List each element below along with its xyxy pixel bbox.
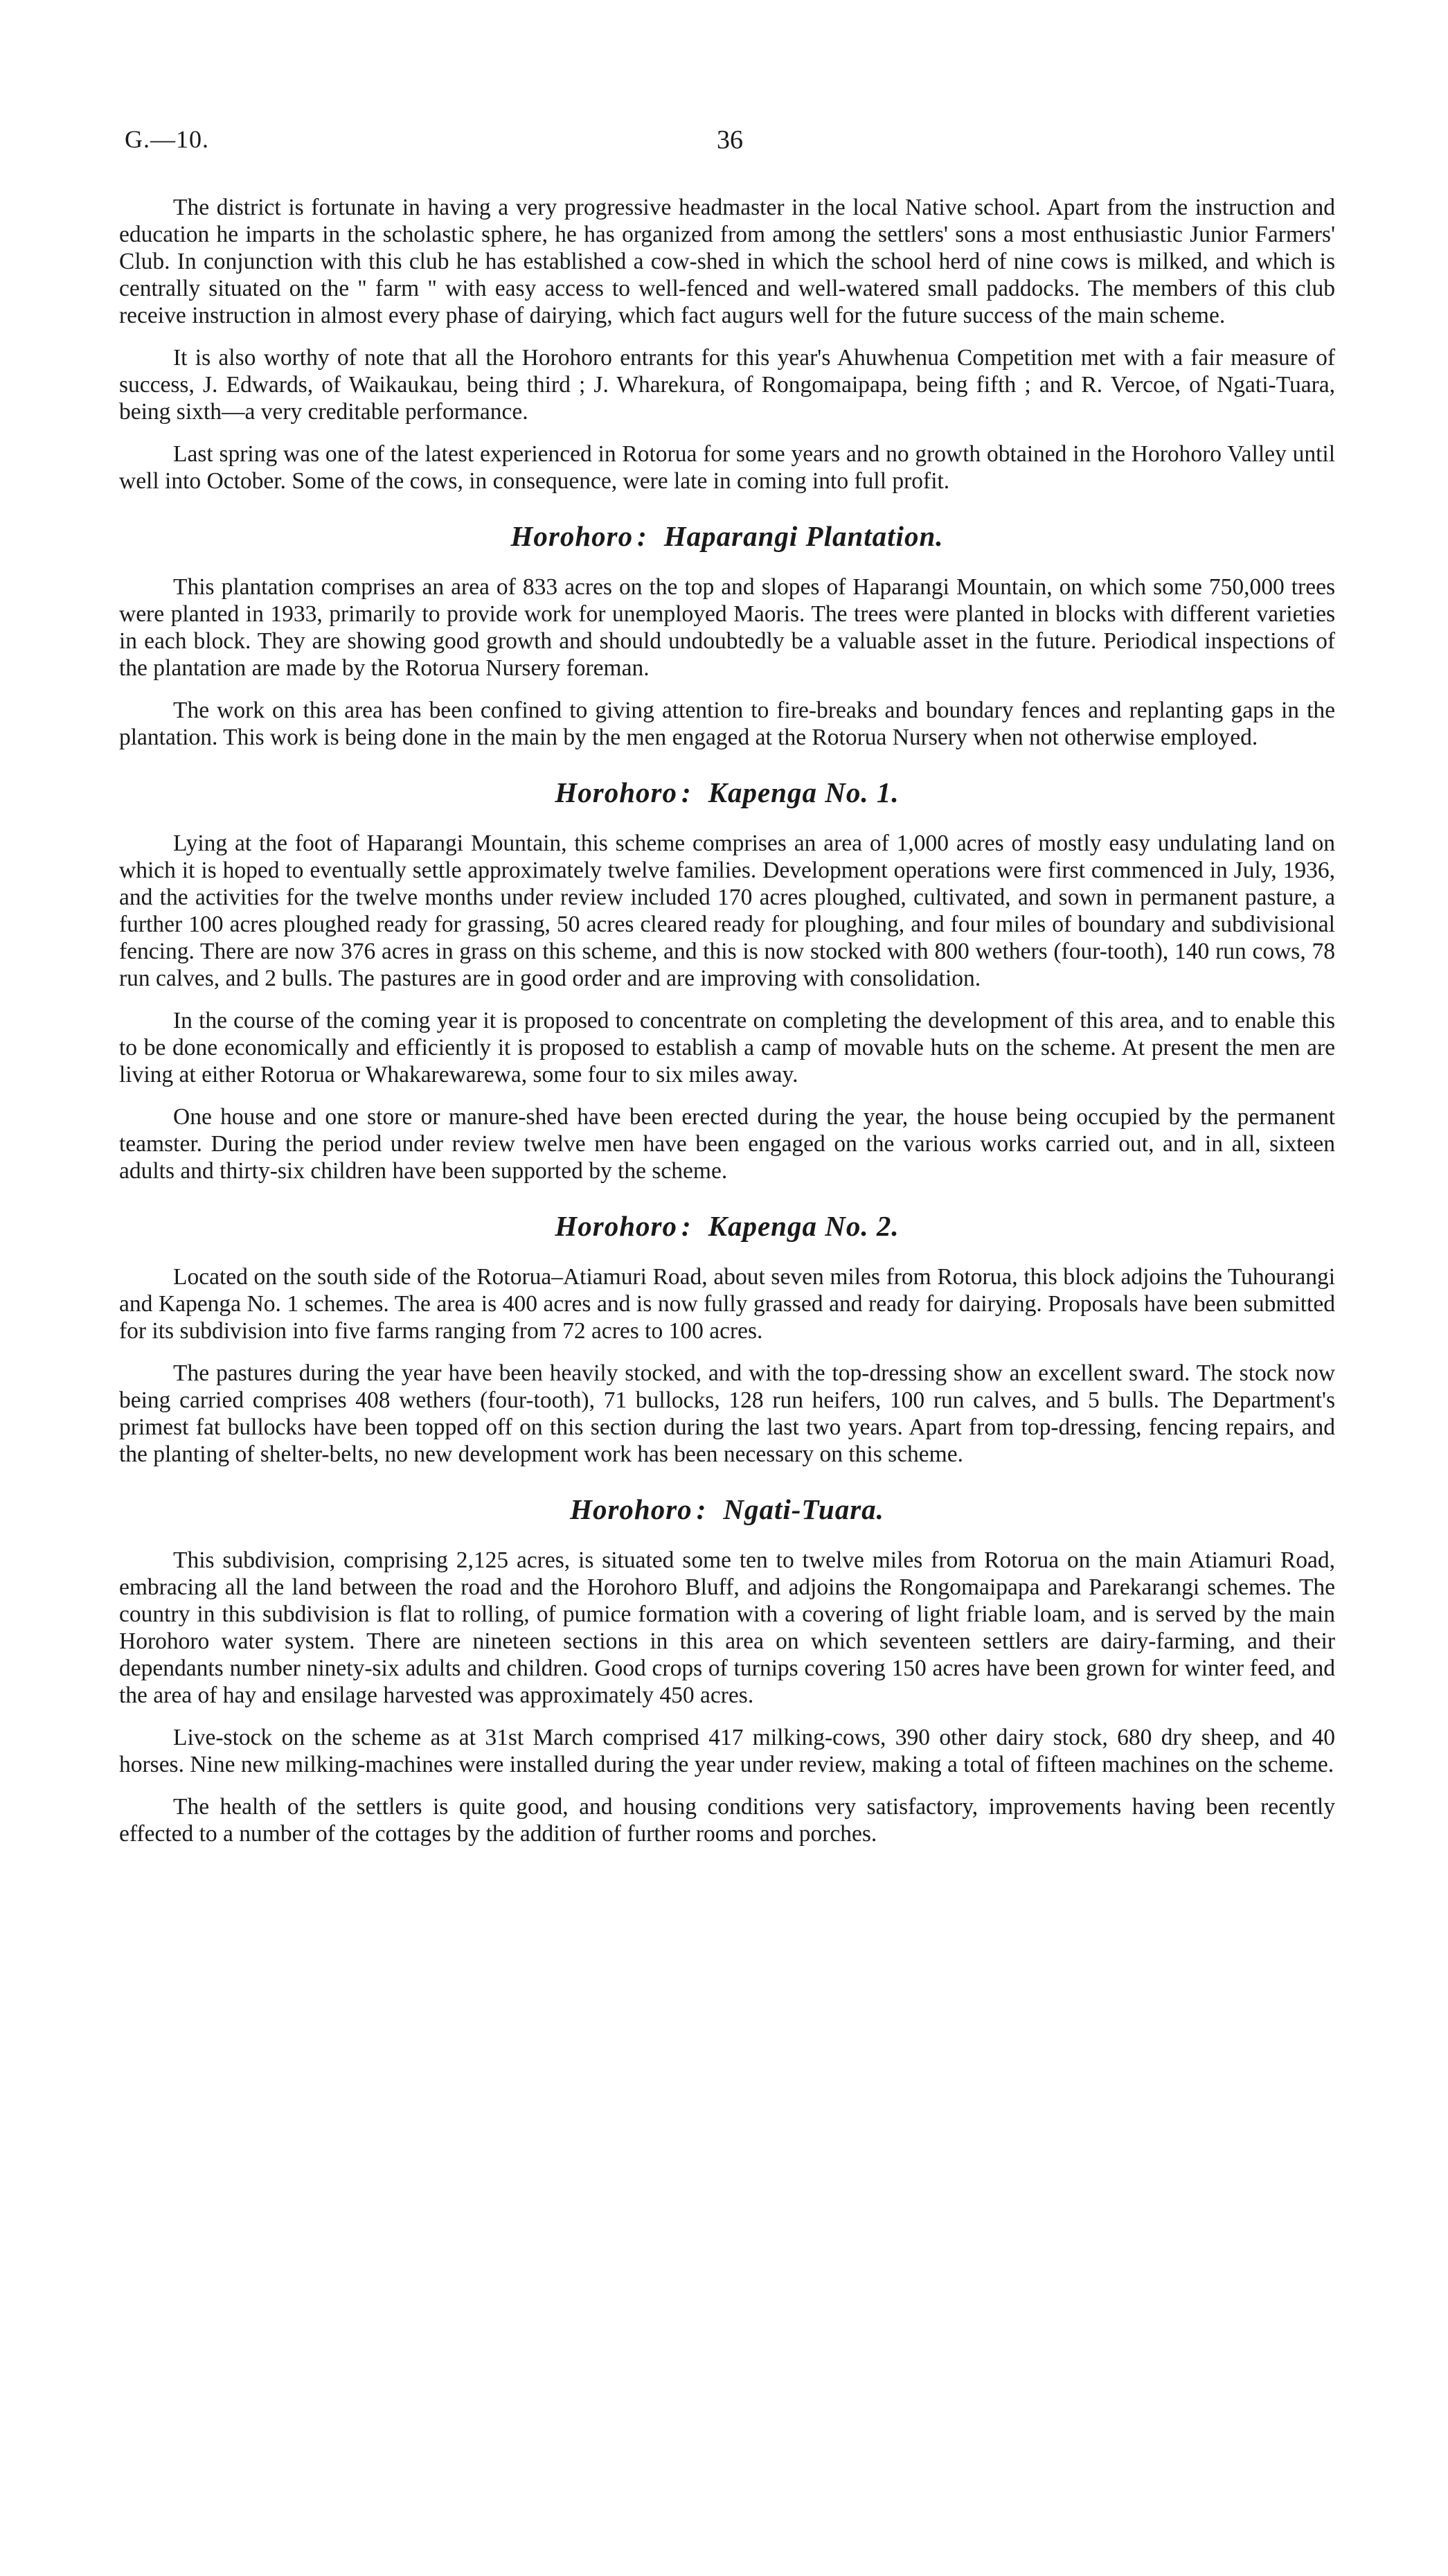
page-body — [119, 194, 1335, 1863]
paragraph: The pastures during the year have been heavily stocked, and with the top-dressing show an excellent sward. The stock now being carried comprises 408 wethers (four-tooth), 71 bullocks, 128 run heifers, 100 run calves, and 5 bulls. The Department's primest fat bullocks have been topped off on this section during the last two years. Apart from top-dressing, fencing repairs, and the planting of shelter-belts, no new development work has been necessary on this scheme. — [119, 1360, 1335, 1467]
heading-prefix: Horohoro — [510, 520, 634, 552]
section-heading: Horohoro : Haparangi Plantation. — [510, 520, 944, 552]
paragraph: In the course of the coming year it is proposed to concentrate on completing the development of this area, and to enable this to be done economically and efficiently it is proposed to establish a camp of movable huts on the scheme. At present the men are living at either Rotorua or Whakarewarewa, some four to six miles away. — [119, 1008, 1335, 1087]
section-ngati-tuara — [119, 1493, 1335, 1847]
heading-prefix: Horohoro — [570, 1493, 692, 1525]
heading-title: Kapenga No. 2. — [708, 1210, 900, 1242]
heading-prefix: Horohoro — [555, 1210, 677, 1242]
paragraph: Live-stock on the scheme as at 31st March comprised 417 milking-cows, 390 other dairy stock, 680 dry sheep, and 40 horses. Nine new milking-machines were installed during the year under review, making a total of fifteen machines on the scheme. — [119, 1725, 1335, 1777]
heading-title: Ngati-Tuara. — [723, 1493, 884, 1525]
paragraph: This subdivision, comprising 2,125 acres, is situated some ten to twelve miles from Rotorua on the main Atiamuri Road, embracing all the land between the road and the Horohoro Bluff, and adjoins the Rongomaipapa and Parekarangi schemes. The country in this subdivision is flat to rolling, of pumice formation with a covering of light friable loam, and is served by the main Horohoro water system. There are nineteen sections in this area on which seventeen settlers are dairy-farming, and their dependants number ninety-six adults and children. Good crops of turnips covering 150 acres have been grown for winter feed, and the area of hay and ensilage harvested was approximately 450 acres. — [119, 1547, 1335, 1708]
paragraph: The work on this area has been confined to giving attention to fire-breaks and boundary fences and replanting gaps in the plantation. This work is being done in the main by the men engaged at the Rotorua Nursery when not otherwise employed. — [119, 698, 1335, 750]
heading-title: Haparangi Plantation. — [663, 520, 944, 552]
page-number: 36 — [717, 125, 743, 154]
section-haparangi-plantation — [119, 519, 1335, 751]
section-kapenga-no-2 — [119, 1209, 1335, 1468]
paragraph: This plantation comprises an area of 833 acres on the top and slopes of Haparangi Mountain, on which some 750,000 trees were planted in 1933, primarily to provide work for unemployed Maoris. The trees were planted in blocks with different varieties in each block. They are showing good growth and should undoubtedly be a valuable asset in the future. Periodical inspections of the plantation are made by the Rotorua Nursery foreman. — [119, 574, 1335, 681]
paragraph: It is also worthy of note that all the Horohoro entrants for this year's Ahuwhenua Competition met with a fair measure of success, J. Edwards, of Waikaukau, being third ; J. Wharekura, of Rongomaipapa, being fifth ; and R. Vercoe, of Ngati-Tuara, being sixth—a very creditable performance. — [119, 345, 1335, 425]
paragraph: One house and one store or manure-shed have been erected during the year, the house being occupied by the permanent teamster. During the period under review twelve men have been engaged on the various works carried out, and in all, sixteen adults and thirty-six children have been supported by the scheme. — [119, 1104, 1335, 1184]
section-intro-continued — [119, 194, 1335, 495]
heading-title: Kapenga No. 1. — [708, 776, 900, 808]
paragraph: The health of the settlers is quite good, and housing conditions very satisfactory, improvements having been recently effected to a number of the cottages by the addition of further rooms and porches. — [119, 1794, 1335, 1847]
paragraph: Located on the south side of the Rotorua–Atiamuri Road, about seven miles from Rotorua, this block adjoins the Tuhourangi and Kapenga No. 1 schemes. The area is 400 acres and is now fully grassed and ready for dairying. Proposals have been submitted for its subdivision into five farms ranging from 72 acres to 100 acres. — [119, 1264, 1335, 1344]
page-reference: G.—10. — [125, 125, 209, 153]
paragraph: The district is fortunate in having a very progressive headmaster in the local Native school. Apart from the instruction and education he imparts in the scholastic sphere, he has organized from among the settlers' sons a most enthusiastic Junior Farmers' Club. In conjunction with this club he has established a cow-shed in which the school herd of nine cows is milked, and which is centrally situated on the " farm " with easy access to well-fenced and well-watered small paddocks. The members of this club receive instruction in almost every phase of dairying, which fact augurs well for the future success of the main scheme. — [119, 195, 1335, 328]
paragraph: Last spring was one of the latest experienced in Rotorua for some years and no growth obtained in the Horohoro Valley until well into October. Some of the cows, in consequence, were late in coming into full profit. — [119, 441, 1335, 494]
section-heading: Horohoro : Ngati-Tuara. — [570, 1493, 884, 1525]
section-heading: Horohoro : Kapenga No. 2. — [555, 1210, 900, 1242]
paragraph: Lying at the foot of Haparangi Mountain, this scheme comprises an area of 1,000 acres of mostly easy undulating land on which it is hoped to eventually settle approximately twelve families. Development operations were first commenced in July, 1936, and the activities for the twelve months under review included 170 acres ploughed, cultivated, and sown in permanent pasture, a further 100 acres ploughed ready for grassing, 50 acres cleared ready for ploughing, and four miles of boundary and subdivisional fencing. There are now 376 acres in grass on this scheme, and this is now stocked with 800 wethers (four-tooth), 140 run cows, 78 run calves, and 2 bulls. The pastures are in good order and are improving with consolidation. — [119, 830, 1335, 991]
section-kapenga-no-1 — [119, 776, 1335, 1184]
section-heading: Horohoro : Kapenga No. 1. — [555, 776, 900, 808]
heading-prefix: Horohoro — [555, 776, 677, 808]
